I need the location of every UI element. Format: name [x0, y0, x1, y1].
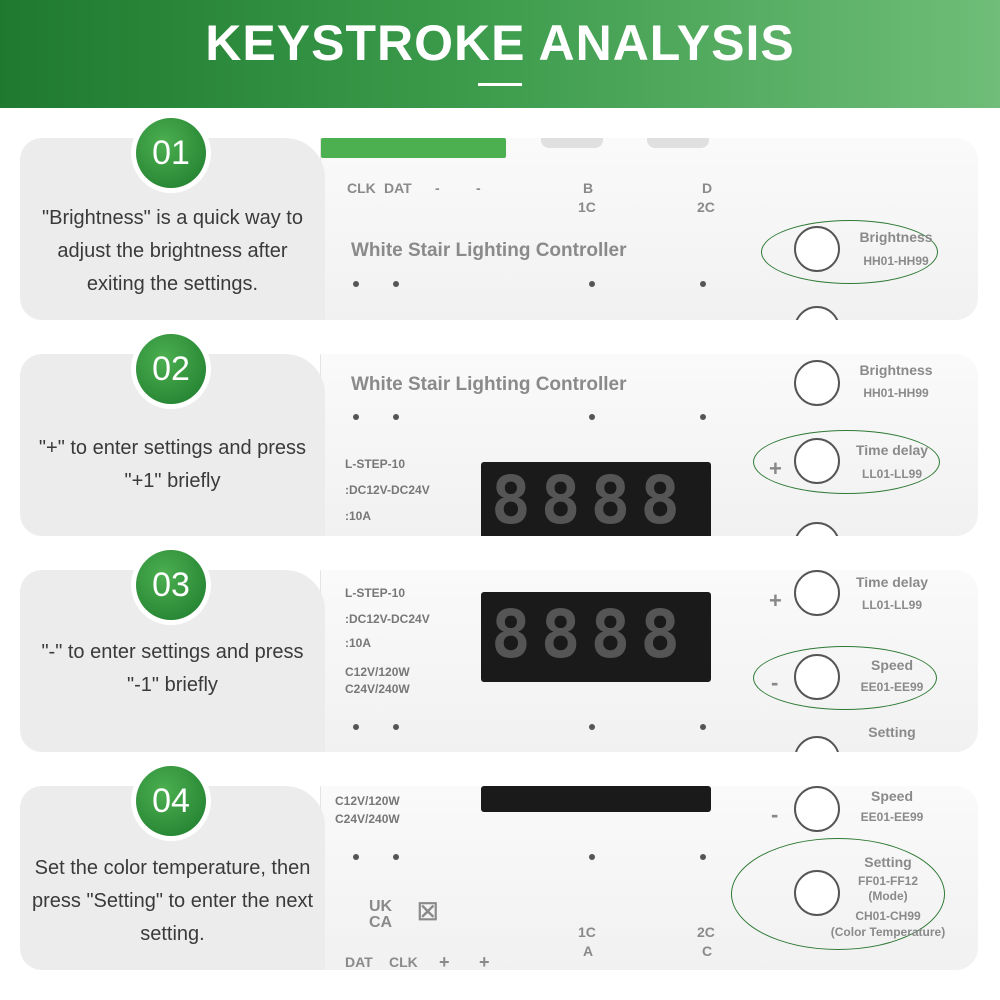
screw-dot [589, 414, 595, 420]
label-clk: CLK [347, 180, 376, 196]
step-number-badge: 01 [136, 118, 206, 188]
screw-dot [700, 854, 706, 860]
brightness-label: Brightness [859, 229, 933, 245]
spec-model: L-STEP-10 [345, 457, 406, 471]
speed-button[interactable] [794, 654, 840, 700]
spec-current: :10A [345, 509, 372, 523]
time-delay-label: Time delay [855, 442, 929, 458]
screw-dot [700, 724, 706, 730]
device-view [320, 354, 978, 536]
speed-label: Speed [870, 788, 913, 804]
spec-current: :10A [345, 636, 372, 650]
screw-dot [353, 854, 359, 860]
screw-dot [589, 281, 595, 287]
screw-dot [589, 724, 595, 730]
speed-label: Speed [870, 657, 913, 673]
step-number-badge: 03 [136, 550, 206, 620]
screw-dot [393, 281, 399, 287]
label-a: A [583, 943, 594, 959]
screw-dot [393, 414, 399, 420]
device-tab [541, 138, 603, 148]
page-title: KEYSTROKE ANALYSIS [205, 15, 795, 71]
time-delay-button[interactable] [794, 306, 840, 320]
speed-button[interactable] [794, 786, 840, 832]
brightness-range: HH01-HH99 [863, 386, 929, 400]
device-view [320, 786, 978, 970]
setting-label: Setting [864, 854, 912, 870]
step-number-badge: 02 [136, 334, 206, 404]
setting-button[interactable] [794, 736, 840, 752]
time-delay-label: Time delay [855, 574, 929, 590]
spec-power-12v: C12V/120W [335, 794, 400, 808]
label-plus: + [479, 952, 490, 970]
spec-power-24v: C24V/240W [335, 812, 400, 826]
label-dat: DAT [384, 180, 412, 196]
screw-dot [589, 854, 595, 860]
highlight-oval [753, 646, 937, 710]
device-view [320, 138, 978, 320]
label-1c: 1C [578, 199, 596, 215]
device-view [320, 570, 978, 752]
device-title: White Stair Lighting Controller [351, 240, 627, 261]
brightness-button[interactable] [794, 360, 840, 406]
display-digits: 8888 [491, 596, 690, 673]
time-delay-range: LL01-LL99 [861, 598, 922, 612]
spec-power-12v: C12V/120W [345, 665, 410, 679]
setting-range-2: CH01-CH99 [855, 909, 921, 923]
screw-dot [353, 724, 359, 730]
screw-dot [700, 281, 706, 287]
header-banner [0, 0, 1000, 108]
led-display [481, 462, 711, 536]
step-description: "-" to enter settings and press "-1" briefly [41, 641, 304, 696]
terminal-block [321, 138, 506, 158]
display-digits: 8888 [491, 462, 690, 536]
spec-voltage: :DC12V-DC24V [345, 483, 430, 497]
label-plus: + [439, 952, 450, 970]
speed-range: EE01-EE99 [860, 810, 924, 824]
spec-power-24v: C24V/240W [345, 682, 410, 696]
screw-dot [393, 854, 399, 860]
setting-mode: (Mode) [868, 889, 908, 903]
device-title: White Stair Lighting Controller [351, 374, 627, 395]
step-number-badge: 04 [136, 766, 206, 836]
label-dat: DAT [345, 954, 373, 970]
brightness-label: Brightness [859, 362, 933, 378]
time-delay-range: LL01-LL99 [861, 467, 922, 481]
spec-voltage: :DC12V-DC24V [345, 612, 430, 626]
label-minus: - [435, 180, 440, 196]
minus-sign: - [771, 802, 779, 827]
brightness-button[interactable] [794, 226, 840, 272]
time-delay-button[interactable] [794, 570, 840, 616]
step-description: "Brightness" is a quick way to adjust the brightness after exiting the settings. [42, 207, 303, 295]
screw-dot [353, 281, 359, 287]
weee-icon: ☒ [417, 899, 439, 926]
led-display [481, 786, 711, 812]
label-clk: CLK [389, 954, 418, 970]
plus-sign: + [769, 588, 782, 613]
ukca-mark: UK CA [369, 898, 393, 931]
time-delay-button[interactable] [794, 438, 840, 484]
label-minus: - [476, 180, 481, 196]
setting-color-temp: (Color Temperature) [830, 925, 946, 939]
label-1c: 1C [578, 924, 596, 940]
label-b: B [583, 180, 594, 196]
minus-sign: - [771, 670, 779, 695]
screw-dot [353, 414, 359, 420]
led-display [481, 592, 711, 682]
label-2c: 2C [697, 924, 715, 940]
brightness-range: HH01-HH99 [863, 254, 929, 268]
setting-range: FF01-FF12 [857, 874, 918, 888]
screw-dot [393, 724, 399, 730]
speed-button[interactable] [794, 522, 840, 536]
step-description: Set the color temperature, then press "Setting" to enter the next setting. [31, 857, 314, 945]
label-c: C [702, 943, 713, 959]
spec-model: L-STEP-10 [345, 586, 406, 600]
setting-label: Setting [868, 724, 916, 740]
plus-sign: + [769, 456, 782, 481]
speed-range: EE01-EE99 [860, 680, 924, 694]
step-description: "+" to enter settings and press "+1" briefly [38, 437, 307, 492]
label-2c: 2C [697, 199, 715, 215]
title-underline [478, 83, 522, 86]
label-d: D [702, 180, 713, 196]
device-tab [647, 138, 709, 148]
screw-dot [700, 414, 706, 420]
